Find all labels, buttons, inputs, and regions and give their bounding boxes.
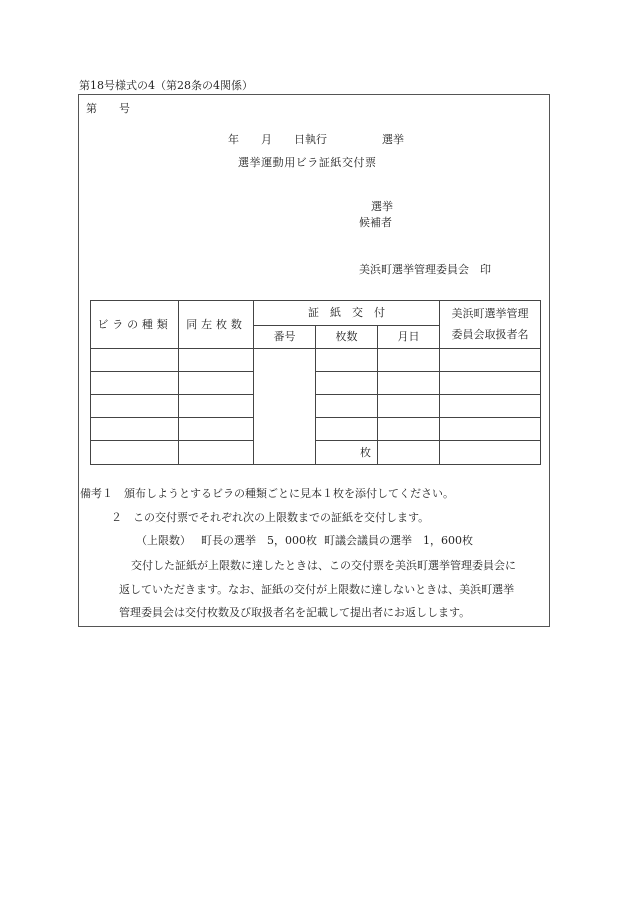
limit-council: 町議会議員の選挙 1，600枚 xyxy=(324,534,473,547)
header-handler-line1: 美浜町選挙管理 xyxy=(451,306,529,320)
sheets-unit: 枚 xyxy=(316,441,378,465)
note-1: 備考１ 頒布しようとするビラの種類ごとに見本１枚を添付してください。 xyxy=(80,487,454,500)
table-row xyxy=(91,349,541,372)
stamp-table xyxy=(90,300,541,465)
limit-mayor: 町長の選挙 5，000枚 xyxy=(201,534,317,547)
note-paragraph-line1: 交付した証紙が上限数に達したときは、この交付票を美浜町選挙管理委員会に xyxy=(131,559,516,572)
form-title: 選挙運動用ビラ証紙交付票 xyxy=(238,156,377,169)
note-2: ２ この交付票でそれぞれ次の上限数までの証紙を交付します。 xyxy=(111,511,430,524)
table-row xyxy=(91,372,541,395)
date-line: 年 月 日執行 選挙 xyxy=(228,133,404,146)
note-paragraph-line2: 返していただきます。なお、証紙の交付が上限数に達しないときは、美浜町選挙 xyxy=(119,583,515,596)
election-label: 選挙 xyxy=(371,200,393,213)
header-issue-group: 証 紙 交 付 xyxy=(254,301,440,326)
issuer-line: 美浜町選挙管理委員会 印 xyxy=(359,263,491,276)
header-type: ビラの種類 xyxy=(91,301,179,349)
header-sheets: 枚数 xyxy=(316,326,378,349)
header-count: 同左枚数 xyxy=(179,301,254,349)
header-handler-line2: 委員会取扱者名 xyxy=(451,327,529,341)
form-id: 第18号様式の4（第28条の4関係） xyxy=(79,79,253,92)
number-line: 第 号 xyxy=(86,102,130,115)
table-total-row xyxy=(91,441,541,465)
header-date: 月日 xyxy=(378,326,440,349)
header-handler xyxy=(440,301,541,349)
candidate-label: 候補者 xyxy=(359,216,392,229)
note-paragraph-line3: 管理委員会は交付枚数及び取扱者名を記載して提出者にお返しします。 xyxy=(119,606,471,619)
table-row xyxy=(91,395,541,418)
header-number: 番号 xyxy=(254,326,316,349)
number-cell xyxy=(254,349,316,465)
limits-label: （上限数） xyxy=(136,534,191,547)
table-row xyxy=(91,418,541,441)
